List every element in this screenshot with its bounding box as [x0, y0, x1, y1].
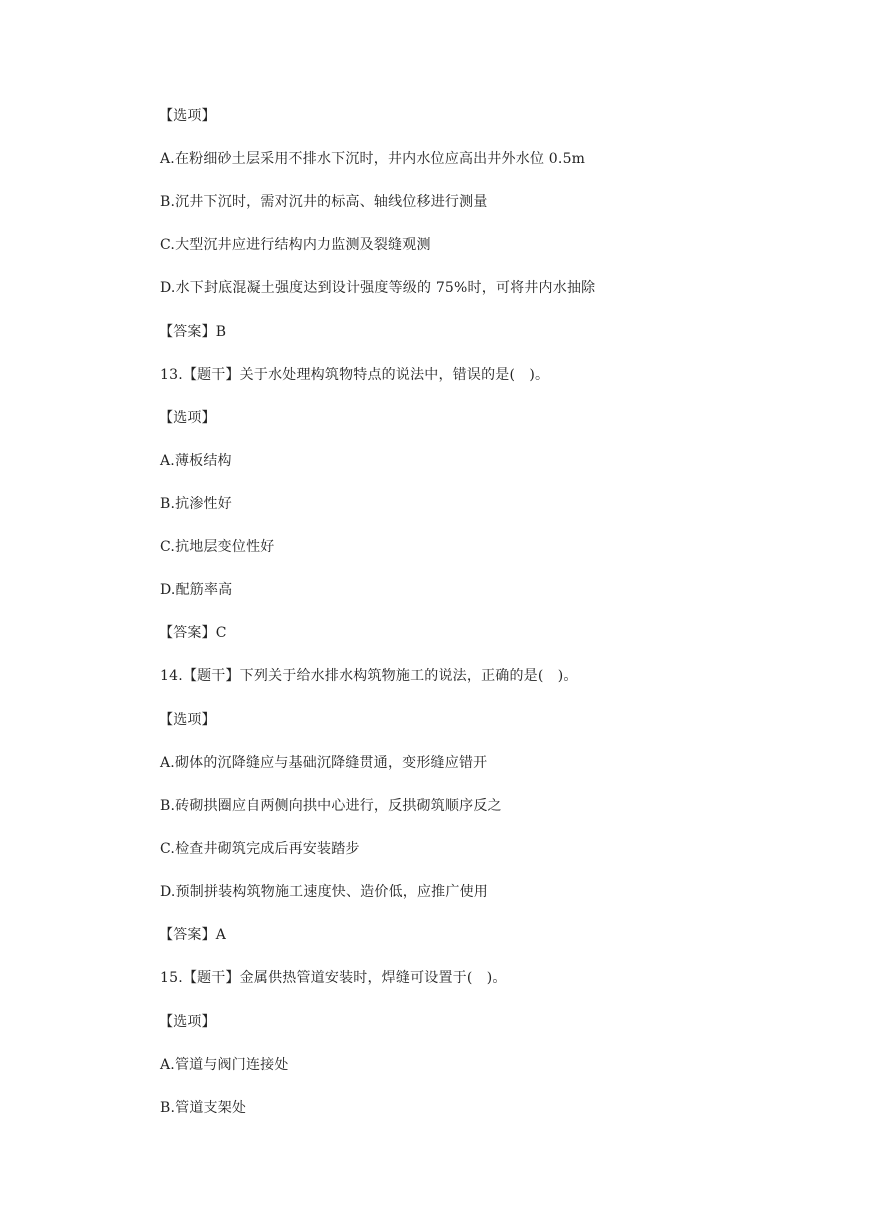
- option-a: A.砌体的沉降缝应与基础沉降缝贯通，变形缝应错开: [160, 755, 488, 771]
- options-label: 【选项】: [159, 1014, 216, 1030]
- option-c: C.抗地层变位性好: [160, 539, 275, 555]
- option-c: C.检查井砌筑完成后再安装踏步: [160, 841, 360, 857]
- option-a: A.管道与阀门连接处: [160, 1057, 289, 1073]
- options-label: 【选项】: [159, 712, 216, 728]
- options-label: 【选项】: [159, 410, 216, 426]
- question-13: 13.【题干】关于水处理构筑物特点的说法中，错误的是( )。: [160, 367, 550, 383]
- option-b: B.管道支架处: [160, 1100, 247, 1116]
- option-b: B.砖砌拱圈应自两侧向拱中心进行，反拱砌筑顺序反之: [160, 798, 502, 814]
- answer: 【答案】A: [159, 927, 227, 943]
- option-b: B.沉井下沉时，需对沉井的标高、轴线位移进行测量: [160, 194, 488, 210]
- option-b: B.抗渗性好: [160, 496, 232, 512]
- question-14: 14.【题干】下列关于给水排水构筑物施工的说法，正确的是( )。: [160, 668, 578, 684]
- answer: 【答案】B: [159, 324, 227, 340]
- option-d: D.配筋率高: [160, 582, 233, 598]
- option-d: D.水下封底混凝土强度达到设计强度等级的 75%时，可将井内水抽除: [160, 280, 596, 296]
- question-15: 15.【题干】金属供热管道安装时，焊缝可设置于( )。: [160, 970, 507, 986]
- options-label: 【选项】: [159, 108, 216, 124]
- option-d: D.预制拼装构筑物施工速度快、造价低，应推广使用: [160, 884, 488, 900]
- option-c: C.大型沉井应进行结构内力监测及裂缝观测: [160, 237, 431, 253]
- option-a: A.薄板结构: [160, 453, 232, 469]
- answer: 【答案】C: [159, 625, 227, 641]
- option-a: A.在粉细砂土层采用不排水下沉时，井内水位应高出井外水位 0.5m: [160, 151, 586, 167]
